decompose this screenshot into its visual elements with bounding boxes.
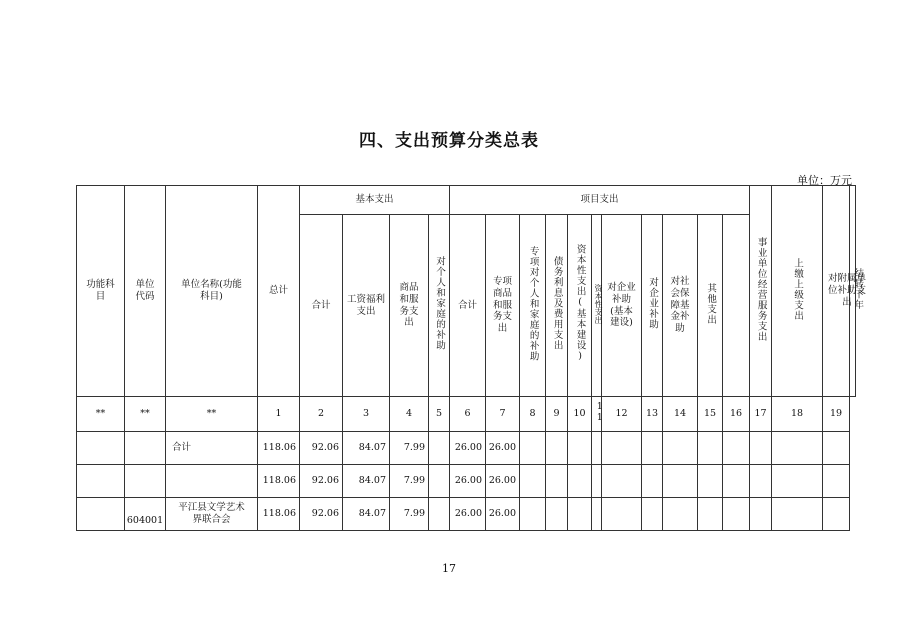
cell-project-total: 26.00 (450, 498, 486, 531)
header-pay-superior: 上缴上级支出 (772, 186, 823, 397)
cell-code (125, 465, 166, 498)
header-unit-name: 单位名称(功能科目) (166, 186, 258, 397)
table-row (77, 498, 856, 531)
index-cell: 4 (390, 397, 429, 432)
index-cell: 12 (602, 397, 642, 432)
cell-name: 平江县文学艺术界联合会 (166, 498, 258, 531)
index-cell: 13 (642, 397, 663, 432)
table-row (77, 465, 856, 498)
index-cell: 11 (592, 397, 602, 432)
cell-goods: 7.99 (390, 465, 429, 498)
header-special-personal: 专项对个人和家庭的补助 (520, 215, 546, 397)
budget-table (76, 185, 867, 531)
cell-wage: 84.07 (343, 432, 390, 465)
cell-name (166, 465, 258, 498)
cell-special-goods: 26.00 (486, 432, 520, 465)
cell-func (77, 465, 125, 498)
cell-func (77, 498, 125, 531)
cell-total: 118.06 (258, 432, 300, 465)
header-debt-interest: 债务利息及费用支出 (546, 215, 568, 397)
index-cell: 2 (300, 397, 343, 432)
index-cell: 3 (343, 397, 390, 432)
cell-code (125, 432, 166, 465)
unit-label: 单位：万元 (797, 174, 852, 187)
header-basic-group: 基本支出 (300, 186, 450, 215)
index-cell: ** (125, 397, 166, 432)
table-row (77, 432, 856, 465)
cell-goods: 7.99 (390, 432, 429, 465)
cell-func (77, 432, 125, 465)
header-project-group: 项目支出 (450, 186, 750, 215)
header-special-goods: 专项商品和服务支出 (486, 215, 520, 397)
index-cell: 9 (546, 397, 568, 432)
header-capital: 资本性支出 (592, 215, 602, 397)
header-carry-forward: 结转下年 (850, 186, 856, 397)
cell-basic-total: 92.06 (300, 432, 343, 465)
page-number: 17 (442, 562, 456, 575)
header-enterprise-basic: 对企业补助(基本建设) (602, 215, 642, 397)
header-total: 总计 (258, 186, 300, 397)
cell-special-goods: 26.00 (486, 498, 520, 531)
cell-special-goods: 26.00 (486, 465, 520, 498)
cell-project-total: 26.00 (450, 465, 486, 498)
index-cell: 15 (698, 397, 723, 432)
index-cell: 8 (520, 397, 546, 432)
index-cell: ** (166, 397, 258, 432)
cell-goods: 7.99 (390, 498, 429, 531)
header-unit-code: 单位代码 (125, 186, 166, 397)
cell-wage: 84.07 (343, 465, 390, 498)
index-cell: 14 (663, 397, 698, 432)
header-affiliated-subsidy: 对附属单位补助支出 (823, 186, 850, 397)
cell-basic-total: 92.06 (300, 498, 343, 531)
index-cell: 16 (723, 397, 750, 432)
index-cell: ** (77, 397, 125, 432)
header-other: 其他支出 (698, 215, 723, 397)
cell-project-total: 26.00 (450, 432, 486, 465)
header-personal-subsidy: 对个人和家庭的补助 (429, 215, 450, 397)
header-enterprise: 对企业补助 (642, 215, 663, 397)
cell-total: 118.06 (258, 465, 300, 498)
header-capital-basic: 资本性支出(基本建设) (568, 215, 592, 397)
index-cell: 1 (258, 397, 300, 432)
header-goods-basic: 商品和服务支出 (390, 215, 429, 397)
header-project-total: 合计 (450, 215, 486, 397)
page-title: 四、支出预算分类总表 (359, 131, 539, 151)
cell-code: 604001 (125, 498, 166, 531)
index-cell: 7 (486, 397, 520, 432)
cell-name: 合计 (166, 432, 258, 465)
header-basic-total: 合计 (300, 215, 343, 397)
header-business-unit: 事业单位经营服务支出 (750, 186, 772, 397)
header-social-security: 对社会保障基金补助 (663, 215, 698, 397)
index-cell: 19 (823, 397, 850, 432)
cell-wage: 84.07 (343, 498, 390, 531)
cell-basic-total: 92.06 (300, 465, 343, 498)
index-cell: 10 (568, 397, 592, 432)
index-cell: 18 (772, 397, 823, 432)
index-cell: 6 (450, 397, 486, 432)
cell-total: 118.06 (258, 498, 300, 531)
index-cell: 5 (429, 397, 450, 432)
header-func-subject: 功能科目 (77, 186, 125, 397)
index-cell: 17 (750, 397, 772, 432)
index-row (77, 397, 856, 432)
header-wage: 工资福利支出 (343, 215, 390, 397)
